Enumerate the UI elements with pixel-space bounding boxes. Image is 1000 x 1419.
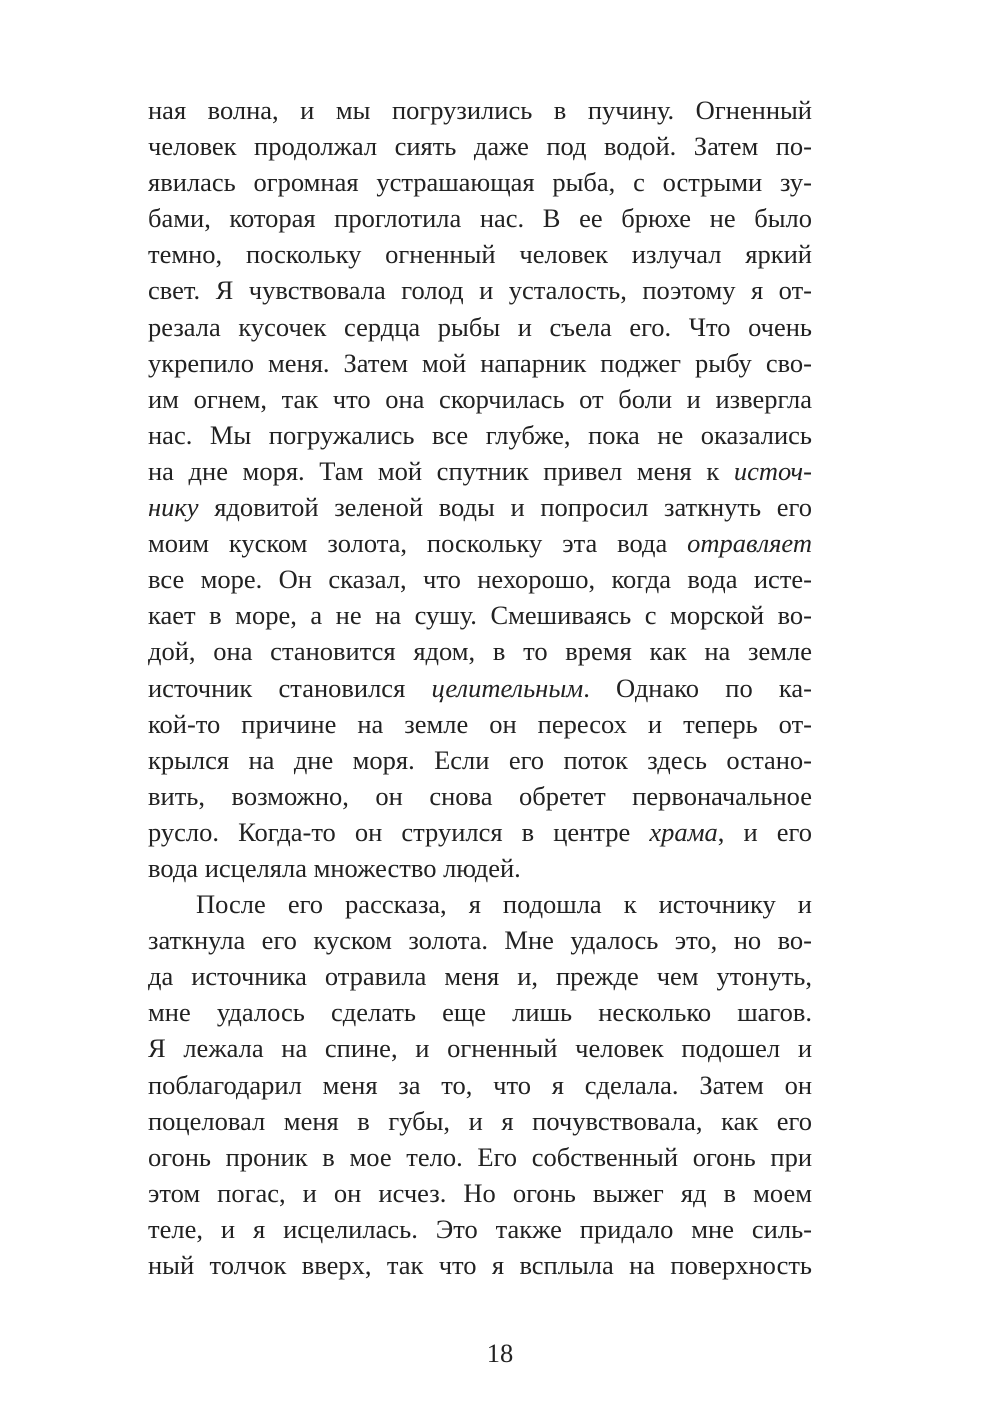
text-line xyxy=(148,886,812,922)
text-line xyxy=(148,561,812,597)
italic-text: храма xyxy=(649,816,718,847)
text-run: заткнула его куском золота. Мне удалось это, но во- xyxy=(148,925,812,956)
text-run: свет. Я чувствовала голод и усталость, поэтому я от- xyxy=(148,275,812,306)
text-line xyxy=(148,1139,812,1175)
text-run: теле, и я исцелилась. Это также придало мне силь- xyxy=(148,1213,812,1244)
text-run: резала кусочек сердца рыбы и съела его. Что очень xyxy=(148,311,812,342)
text-line xyxy=(148,994,812,1030)
text-run: темно, поскольку огненный человек излучал яркий xyxy=(148,239,812,270)
text-run: Я лежала на спине, и огненный человек подошел и xyxy=(148,1033,812,1064)
text-run: да источника отравила меня и, прежде чем утонуть, xyxy=(148,961,812,992)
paragraph xyxy=(148,886,812,1283)
text-line xyxy=(148,345,812,381)
text-line xyxy=(148,309,812,345)
text-line xyxy=(148,453,812,489)
text-line xyxy=(148,597,812,633)
text-run: мне удалось сделать еще лишь несколько шагов. xyxy=(148,997,812,1028)
text-run: крылся на дне моря. Если его поток здесь остано- xyxy=(148,744,812,775)
text-line xyxy=(148,164,812,200)
text-run: огонь проник в мое тело. Его собственный огонь при xyxy=(148,1141,812,1172)
text-line xyxy=(148,1175,812,1211)
text-run: русло. Когда-то он струился в центре xyxy=(148,816,650,847)
text-run: После его рассказа, я подошла к источнику и xyxy=(196,889,812,920)
text-run: кает в море, а не на сушу. Смешиваясь с морской во- xyxy=(148,600,812,631)
text-line xyxy=(148,922,812,958)
text-line xyxy=(148,525,812,561)
text-line xyxy=(148,1211,812,1247)
text-run: вода исцеляла множество людей. xyxy=(148,852,521,883)
text-line xyxy=(148,850,812,886)
text-line xyxy=(148,236,812,272)
text-line xyxy=(148,417,812,453)
text-line xyxy=(148,670,812,706)
text-run: поблагодарил меня за то, что я сделала. Затем он xyxy=(148,1069,812,1100)
text-run: на дне моря. Там мой спутник привел меня к xyxy=(148,455,734,486)
text-line xyxy=(148,1247,812,1283)
text-line xyxy=(148,381,812,417)
text-run: ный толчок вверх, так что я всплыла на поверхность xyxy=(148,1250,812,1280)
italic-text: нику xyxy=(148,492,199,523)
italic-text: источ- xyxy=(733,455,812,486)
text-line xyxy=(148,92,812,128)
text-run: источник становился xyxy=(148,672,432,703)
text-run: ная волна, и мы погрузились в пучину. Огненный xyxy=(148,95,812,125)
text-run: кой-то причине на земле он пересох и теперь от- xyxy=(148,708,812,739)
text-run: . Однако по ка- xyxy=(583,672,812,703)
text-line xyxy=(148,706,812,742)
text-run: человек продолжал сиять даже под водой. Затем по- xyxy=(148,131,812,162)
text-line xyxy=(148,958,812,994)
text-run: , и его xyxy=(717,816,812,847)
text-line xyxy=(148,200,812,236)
text-run: нас. Мы погружались все глубже, пока не оказались xyxy=(148,419,812,450)
text-line xyxy=(148,128,812,164)
text-run: этом погас, и он исчез. Но огонь выжег яд в моем xyxy=(148,1177,812,1208)
text-run: моим куском золота, поскольку эта вода xyxy=(148,528,688,559)
text-run: дой, она становится ядом, в то время как на земле xyxy=(148,636,812,667)
italic-text: отравляет xyxy=(687,528,812,559)
text-run: укрепило меня. Затем мой напарник поджег рыбу сво- xyxy=(148,347,812,378)
text-line xyxy=(148,1030,812,1066)
text-line xyxy=(148,633,812,669)
text-run: ядовитой зеленой воды и попросил заткнуть его xyxy=(198,492,812,523)
text-run: все море. Он сказал, что нехорошо, когда вода исте- xyxy=(148,564,812,595)
italic-text: целительным xyxy=(431,672,584,703)
text-run: поцеловал меня в губы, и я почувствовала, как его xyxy=(148,1105,812,1136)
text-run: бами, которая проглотила нас. В ее брюхе не было xyxy=(148,203,812,234)
text-line xyxy=(148,272,812,308)
text-run: вить, возможно, он снова обретет первоначальное xyxy=(148,780,812,811)
paragraph xyxy=(148,92,812,886)
text-line xyxy=(148,1103,812,1139)
text-line xyxy=(148,778,812,814)
text-run: явилась огромная устрашающая рыба, с острыми зу- xyxy=(148,167,812,198)
text-run: им огнем, так что она скорчилась от боли и извергла xyxy=(148,383,812,414)
page-number: 18 xyxy=(486,1338,514,1368)
text-line xyxy=(148,1067,812,1103)
text-line xyxy=(148,489,812,525)
text-line xyxy=(148,814,812,850)
body-text xyxy=(148,92,812,1283)
text-line xyxy=(148,742,812,778)
